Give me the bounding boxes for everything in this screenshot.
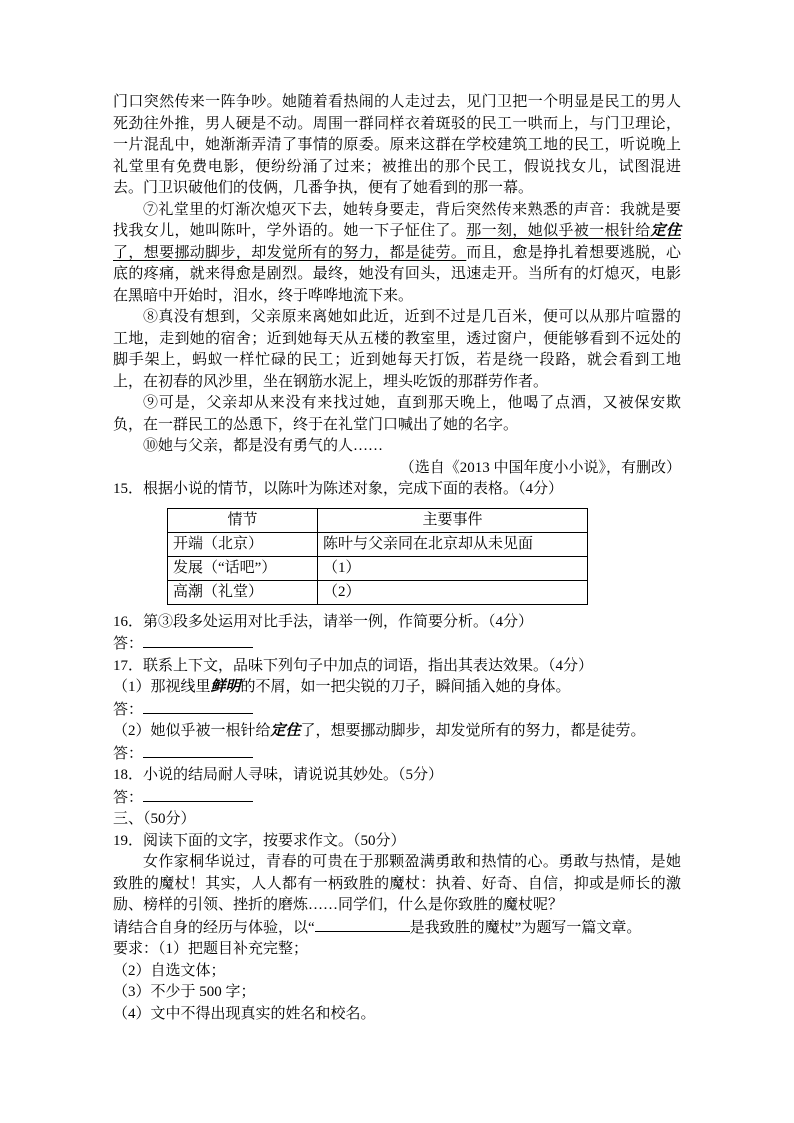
story-paragraph-10	[113, 436, 681, 458]
section-heading-text: 三、（50分）	[113, 811, 196, 827]
question-text: 17．联系上下文，品味下列句子中加点的词语，指出其表达效果。（4分）	[113, 657, 594, 674]
underlined-sentence: 了，想要挪动脚步，却发觉所有的努力，都是徒劳。	[113, 244, 467, 261]
requirement-text: （3）不少于 500 字；	[113, 984, 256, 1000]
quoted-sentence: （1）那视线里	[113, 679, 211, 695]
document-content	[113, 92, 681, 1025]
answer-blank	[143, 699, 253, 714]
question-18	[113, 765, 681, 787]
essay-requirement-3	[113, 982, 681, 1004]
answer-line-18	[113, 787, 681, 810]
question-text: 18．小说的结局耐人寻味，请说说其妙处。（5分）	[113, 767, 444, 783]
answer-label: 答：	[113, 745, 144, 762]
essay-instruction-text: 是我致胜的魔杖”为题写一篇文章。	[409, 919, 642, 936]
answer-blank	[143, 633, 253, 648]
answer-label: 答：	[113, 636, 144, 652]
table-cell-stage: 开端（北京）	[168, 532, 318, 556]
question-text: 16．第③段多处运用对比手法，请举一例，作简要分析。（4分）	[113, 613, 534, 630]
story-paragraph-9	[113, 393, 681, 436]
story-text: 门口突然传来一阵争吵。她随着看热闹的人走过去，见门卫把一个明显是民工的男人死劲往外推，男人硬是不动。周围一群同样衣着斑驳的民工一哄而上，与门卫理论，一片混乱中，她渐渐弄清了事情的原委。原来这群在学校建筑工地的民工，听说晚上礼堂里有免费电影，便纷纷涌了过来；被推出的那个民工，假说找女儿，试图混进去。门卫识破他们的伎俩，几番争执，便有了她看到的那一幕。	[113, 94, 681, 196]
table-header-event: 主要事件	[318, 508, 588, 532]
question-17-item-2	[113, 721, 681, 743]
table-row	[168, 556, 588, 580]
essay-instruction	[113, 917, 681, 940]
table-header-plot: 情节	[168, 508, 318, 532]
question-15-table	[167, 508, 588, 605]
story-text: ⑦礼堂里的灯渐次熄灭下去，她转身要走，背后突然传来熟悉的声音：我就是要找我女儿，她叫陈叶，学外语的。她一下子怔住了。	[113, 201, 681, 239]
requirement-text: （2）自选文体；	[113, 962, 226, 979]
answer-line-16	[113, 633, 681, 656]
table-row	[168, 580, 588, 604]
answer-line-17-1	[113, 699, 681, 722]
underlined-sentence: 那一刻，她似乎被一根针给	[466, 223, 651, 239]
essay-requirement-2	[113, 961, 681, 983]
table-row	[168, 532, 588, 556]
table-cell-event: （1）	[318, 556, 588, 580]
table-cell-stage: 发展（“话吧”）	[168, 556, 318, 580]
story-text: ⑨可是，父亲却从来没有来找过她，直到那天晚上，他喝了点酒，又被保安欺负，在一群民工的怂恿下，终于在礼堂门口喊出了她的名字。	[113, 395, 681, 433]
answer-line-17-2	[113, 743, 681, 766]
question-19	[113, 831, 681, 853]
requirement-text: （4）文中不得出现真实的姓名和校名。	[113, 1005, 376, 1022]
section-3-heading	[113, 809, 681, 831]
quoted-sentence: 了，想要挪动脚步，却发觉所有的努力，都是徒劳。	[300, 723, 646, 739]
question-text: 15．根据小说的情节，以陈叶为陈述对象，完成下面的表格。（4分）	[113, 481, 564, 497]
answer-blank	[143, 787, 253, 802]
answer-label: 答：	[113, 789, 144, 806]
essay-prompt-intro	[113, 852, 681, 917]
story-paragraph-8	[113, 307, 681, 393]
essay-instruction-text: 请结合自身的经历与体验，以“	[113, 919, 315, 936]
story-paragraph-7	[113, 200, 681, 308]
table-cell-event: 陈叶与父亲同在北京却从未见面	[318, 532, 588, 556]
table-cell-stage: 高潮（礼堂）	[168, 580, 318, 604]
source-text: （选自《2013 中国年度小小说》，有删改）	[399, 459, 681, 476]
essay-intro-text: 女作家桐华说过，青春的可贵在于那颗盈满勇敢和热情的心。勇敢与热情，是她致胜的魔杖！其实，人人都有一柄致胜的魔杖：执着、好奇、自信，抑或是师长的激励、榜样的引领、挫折的磨炼……同学们，什么是你致胜的魔杖呢？	[113, 854, 681, 913]
story-text: ⑩她与父亲，都是没有勇气的人……	[143, 438, 384, 454]
quoted-sentence: （2）她似乎被一根针给	[113, 723, 271, 739]
emphasized-word: 定住	[650, 223, 681, 239]
essay-requirement-1	[113, 939, 681, 961]
question-text: 19．阅读下面的文字，按要求作文。（50分）	[113, 832, 406, 849]
emphasized-word: 鲜明	[210, 679, 241, 695]
requirement-text: 要求：（1）把题目补充完整；	[113, 941, 309, 957]
essay-requirement-4	[113, 1004, 681, 1026]
question-15	[113, 479, 681, 501]
story-paragraph-6	[113, 92, 681, 200]
essay-title-blank	[315, 917, 410, 932]
question-16	[113, 612, 681, 634]
table-cell-event: （2）	[318, 580, 588, 604]
emphasized-word: 定住	[270, 723, 301, 739]
story-text: 而且，愈是挣扎着想要逃脱，心底的疼痛，就来得愈是剧烈。最终，她没有回头，迅速走开。当所有的灯熄灭，电影在黑暗中开始时，泪水，终于哗哗地流下来。	[113, 244, 681, 304]
answer-label: 答：	[113, 701, 144, 718]
question-17-item-1	[113, 677, 681, 699]
answer-blank	[143, 743, 253, 758]
question-17	[113, 656, 681, 678]
quoted-sentence: 的不屑，如一把尖锐的刀子，瞬间插入她的身体。	[240, 679, 571, 695]
source-attribution	[113, 458, 681, 480]
table-header-row	[168, 508, 588, 532]
story-text: ⑧真没有想到，父亲原来离她如此近，近到不过是几百米，便可以从那片喧嚣的工地，走到她的宿舍；近到她每天从五楼的教室里，透过窗户，便能够看到不远处的脚手架上，蚂蚁一样忙碌的民工；近到她每天打饭，若是绕一段路，就会看到工地上，在初春的风沙里，坐在钢筋水泥上，埋头吃饭的那群劳作者。	[113, 309, 681, 390]
